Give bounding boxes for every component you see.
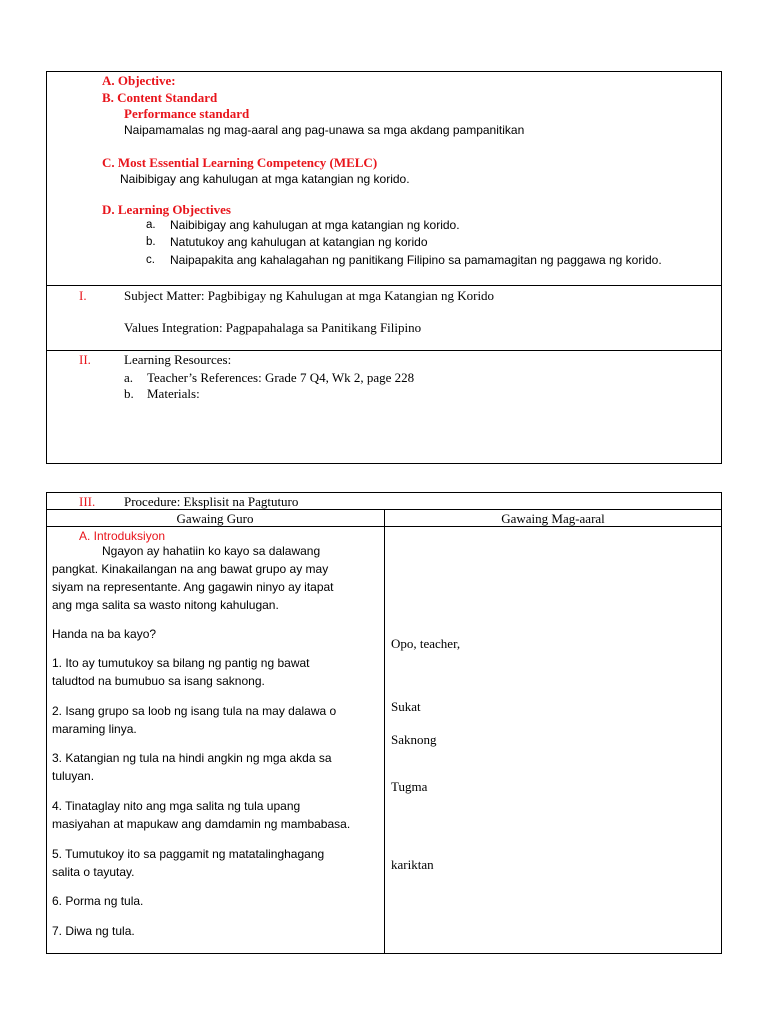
column-header-teacher: Gawaing Guro <box>176 511 254 526</box>
question-line: 3. Katangian ng tula na hindi angkin ng mga akda sa <box>52 751 332 765</box>
question-line: 2. Isang grupo sa loob ng isang tula na may dalawa o <box>52 704 337 718</box>
column-divider <box>384 509 385 954</box>
intro-paragraph-line: pangkat. Kinakailangan na ang bawat grupo ay may <box>52 562 329 576</box>
student-answer: Opo, teacher, <box>391 636 461 651</box>
melc-label: C. Most Essential Learning Competency (MELC) <box>102 155 378 170</box>
resource-item: Materials: <box>147 386 200 401</box>
procedure-numeral: III. <box>79 494 96 509</box>
student-answer: Sukat <box>391 699 421 714</box>
objective-item: Naibibigay ang kahulugan at mga katangian ng korido. <box>170 218 460 232</box>
objective-item: Naipapakita ang kahalagahan ng panitikang Filipino sa pamamagitan ng paggawa ng korido. <box>170 253 662 267</box>
resource-marker: b. <box>124 386 134 401</box>
performance-standard-label: Performance standard <box>124 106 250 121</box>
question-line: taludtod na bumubuo sa isang saknong. <box>52 674 265 688</box>
introduction-label: A. Introduksiyon <box>79 529 166 543</box>
performance-standard-text: Naipamamalas ng mag-aaral ang pag-unawa sa mga akdang pampanitikan <box>124 123 525 137</box>
question-line: 4. Tinataglay nito ang mga salita ng tula upang <box>52 799 301 813</box>
objective-marker: b. <box>146 236 156 248</box>
row-divider <box>46 285 722 286</box>
question-line: 6. Porma ng tula. <box>52 894 144 908</box>
intro-paragraph-line: ang mga salita sa wasto nitong kahulugan. <box>52 598 279 612</box>
subject-matter-text: Subject Matter: Pagbibigay ng Kahulugan at mga Katangian ng Korido <box>124 288 495 303</box>
content-standard-label: B. Content Standard <box>102 90 218 105</box>
subject-matter-numeral: I. <box>79 288 87 303</box>
student-answer: Tugma <box>391 779 428 794</box>
resource-marker: a. <box>124 370 134 385</box>
question-line: 5. Tumutukoy ito sa paggamit ng matatalinghagang <box>52 847 325 861</box>
intro-paragraph-line: siyam na representante. Ang gagawin ninyo ay itapat <box>52 580 334 594</box>
intro-paragraph-line: Ngayon ay hahatiin ko kayo sa dalawang <box>102 544 321 558</box>
resources-label: Learning Resources: <box>124 352 232 367</box>
question-line: 1. Ito ay tumutukoy sa bilang ng pantig ng bawat <box>52 656 310 670</box>
melc-text: Naibibigay ang kahulugan at mga katangian ng korido. <box>120 172 410 186</box>
objective-marker: a. <box>146 219 156 231</box>
question-line: masiyahan at mapukaw ang damdamin ng mambabasa. <box>52 817 351 831</box>
student-answer: kariktan <box>391 857 434 872</box>
question-line: 7. Diwa ng tula. <box>52 924 135 938</box>
resources-numeral: II. <box>79 352 91 367</box>
objective-label: A. Objective: <box>102 73 176 88</box>
question-line: maraming linya. <box>52 722 137 736</box>
student-answer: Saknong <box>391 732 437 747</box>
question-line: tuluyan. <box>52 769 95 783</box>
ready-question: Handa na ba kayo? <box>52 627 157 641</box>
objective-marker: c. <box>146 254 155 266</box>
row-divider <box>46 350 722 351</box>
resource-item: Teacher’s References: Grade 7 Q4, Wk 2, page 228 <box>147 370 415 385</box>
values-integration-text: Values Integration: Pagpapahalaga sa Panitikang Filipino <box>124 320 422 335</box>
column-header-student: Gawaing Mag-aaral <box>501 511 605 526</box>
procedure-label: Procedure: Eksplisit na Pagtuturo <box>124 494 299 509</box>
question-line: salita o tayutay. <box>52 865 135 879</box>
objective-item: Natutukoy ang kahulugan at katangian ng korido <box>170 235 428 249</box>
learning-objectives-label: D. Learning Objectives <box>102 202 231 217</box>
